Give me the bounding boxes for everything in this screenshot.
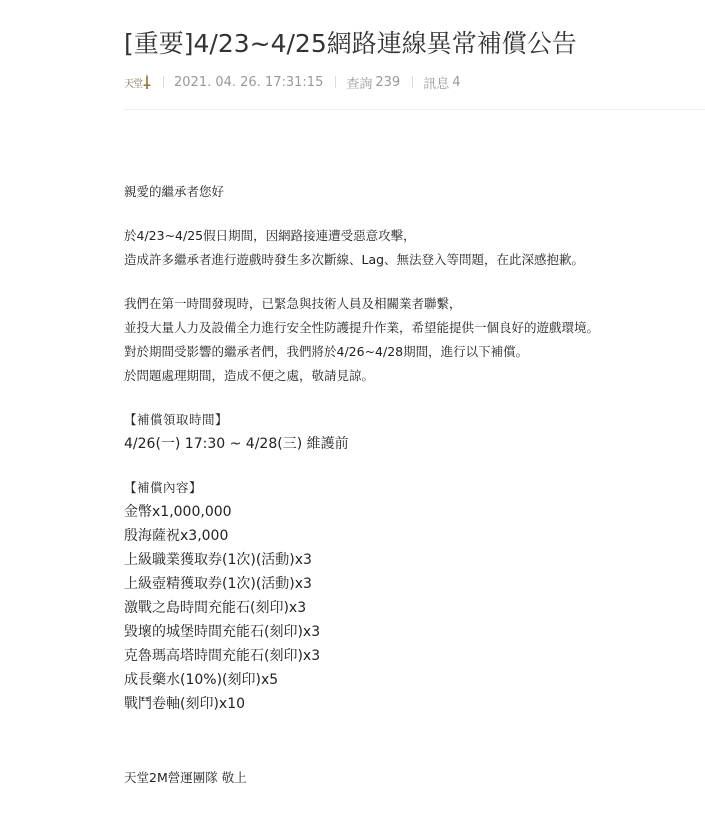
reward-item: 克魯瑪高塔時間充能石(刻印)x3 [124,648,321,664]
period-header: 【補償領取時間】 [124,412,229,427]
meta-separator [163,76,164,88]
post-body [124,180,694,790]
reward-item: 激戰之島時間充能石(刻印)x3 [124,600,307,616]
reward-item: 上級職業獲取券(1次)(活動)x3 [124,552,312,568]
greeting: 親愛的繼承者您好 [124,184,225,199]
reward-item: 殷海薩祝x3,000 [124,528,229,544]
views-label: 查詢 [346,76,373,92]
para2-line: 對於期間受影響的繼承者們，我們將於4/26~4/28期間，進行以下補償。 [124,344,529,359]
post-datetime: 2021. 04. 26. 17:31:15 [174,74,324,90]
meta-separator [412,76,413,88]
period-value: 4/26(一) 17:30 ~ 4/28(三) 維護前 [124,436,349,452]
content-header: 【補償內容】 [124,480,203,495]
reward-item: 毀壞的城堡時間充能石(刻印)x3 [124,624,321,640]
reward-item: 成長藥水(10%)(刻印)x5 [124,672,279,688]
comments-count[interactable]: 4 [452,74,461,90]
author-logo[interactable] [124,73,151,91]
reward-item: 金幣x1,000,000 [124,504,232,520]
para2-line: 我們在第一時間發現時，已緊急與技術人員及相關業者聯繫， [124,296,462,311]
reward-item: 戰鬥卷軸(刻印)x10 [124,696,246,712]
para1-line: 造成許多繼承者進行遊戲時發生多次斷線、Lag、無法登入等問題，在此深感抱歉。 [124,252,585,267]
para1-line: 於4/23~4/25假日期間，因網路接連遭受惡意攻擊， [124,228,416,243]
para2-line: 並投大量人力及設備全力進行安全性防護提升作業，希望能提供一個良好的遊戲環境。 [124,320,600,335]
post-title: [重要]4/23~4/25網路連線異常補償公告 [124,29,577,58]
para2-line: 於問題處理期間，造成不便之處，敬請見諒。 [124,368,375,383]
sword-emblem-icon [143,74,151,90]
author-logo-text: 天堂 [124,78,142,90]
comments-label[interactable]: 訊息 [423,76,450,92]
header-divider [124,109,705,110]
post-meta [124,72,461,92]
signature: 天堂2M營運團隊 敬上 [124,770,247,785]
meta-separator [335,76,336,88]
views-count: 239 [375,74,401,90]
reward-item: 上級壺精獲取券(1次)(活動)x3 [124,576,312,592]
